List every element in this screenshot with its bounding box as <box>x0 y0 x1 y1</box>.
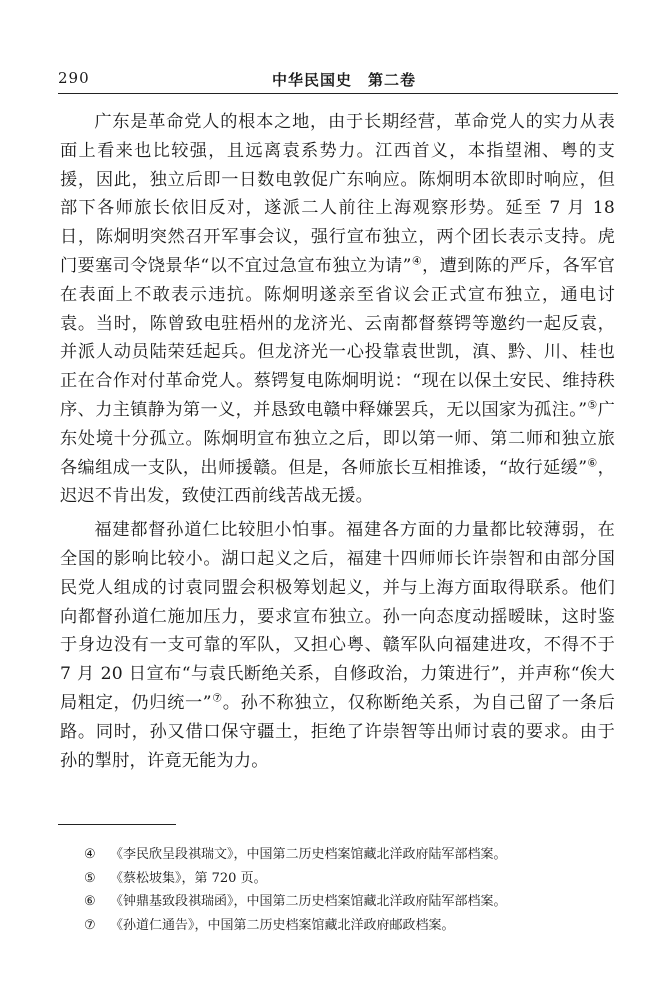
footnote-text: 《孙道仁通告》，中国第二历史档案馆藏北洋政府邮政档案。 <box>110 917 455 933</box>
page-header <box>58 69 618 93</box>
footnote-ref[interactable]: ⑤ <box>587 398 598 412</box>
body-text <box>60 108 615 775</box>
paragraph-guangdong <box>60 108 615 511</box>
page-number: 290 <box>58 69 90 87</box>
footnote-mark: ④ <box>84 847 96 862</box>
footnote-ref[interactable]: ⑦ <box>211 691 223 705</box>
footnote-text: 《蔡松坡集》，第 720 页。 <box>110 870 267 886</box>
text-run: 。孙不称独立，仅称断绝关系，为自己留了一条后路。同时，孙又借口保守疆土，拒绝了许崇智等出师讨袁的要求。由于孙的掣肘，许竟无能为力。 <box>60 692 616 771</box>
footnote-rule <box>58 824 176 825</box>
header-rule <box>58 93 618 94</box>
footnote-item <box>84 890 614 914</box>
footnote-text: 《李民欣呈段祺瑞文》，中国第二历史档案馆藏北洋政府陆军部档案。 <box>110 847 507 862</box>
footnote-text: 《钟鼎基致段祺瑞函》，中国第二历史档案馆藏北洋政府陆军部档案。 <box>110 894 507 909</box>
text-run: ，迟迟不肯出发，致使江西前线苦战无援。 <box>60 457 616 507</box>
text-run: 广东是革命党人的根本之地，由于长期经营，革命党人的实力从表面上看来也比较强，且远离袁系势力。江西首义，本指望湘、粤的支援，因此，独立后即一日数电敦促广东响应。陈炯明本欲即时响应，但部下各师旅长依旧反对，遂派二人前往上海观察形势。延至 7 月 18 日，陈炯明突然召开军事会议，强行宣布独立，两个团长表示支持。虎门要塞司令饶景华“以不宜过急宣布独立为请” <box>60 112 615 276</box>
footnote-item <box>84 867 614 891</box>
running-head: 中华民国史 第二卷 <box>272 71 417 89</box>
footnote-mark: ⑦ <box>84 917 96 933</box>
footnotes <box>84 843 614 937</box>
text-run: 福建都督孙道仁比较胆小怕事。福建各方面的力量都比较薄弱，在全国的影响比较小。湖口起义之后，福建十四师师长许崇智和由部分国民党人组成的讨袁同盟会积极筹划起义，并与上海方面取得联系。他们向都督孙道仁施加压力，要求宣布独立。孙一向态度动摇暧昧，这时鉴于身边没有一支可靠的军队，又担心粤、赣军队向福建进攻，不得不于 7 月 20 日宣布“与袁氏断绝关系，自修政治，力策进行”，并声称“俟大局粗定，仍归统一” <box>60 520 615 713</box>
text-run: 广东处境十分孤立。陈炯明宣布独立之后，即以第一师、第二师和独立旅各编组成一支队，出师援赣。但是，各师旅长互相推诿，“故行延缓” <box>60 399 616 478</box>
footnote-item <box>84 914 614 938</box>
footnote-ref[interactable]: ⑥ <box>587 455 598 469</box>
text-run: ，遭到陈的严斥，各军官在表面上不敢表示违抗。陈炯明遂亲至省议会正式宣布独立，通电讨袁。当时，陈曾致电驻梧州的龙济光、云南都督蔡锷等邀约一起反袁，并派人动员陆荣廷起兵。但龙济光一心投靠袁世凯，滇、黔、川、桂也正在合作对付革命党人。蔡锷复电陈炯明说：“现在以保土安民、维持秩序、力主镇静为第一义，并恳致电赣中释嫌罢兵，无以国家为孤注。” <box>60 255 616 420</box>
footnote-ref[interactable]: ④ <box>411 254 423 268</box>
footnote-mark: ⑤ <box>84 870 96 886</box>
paragraph-fujian <box>60 516 615 775</box>
footnote-mark: ⑥ <box>84 894 96 909</box>
footnote-item <box>84 843 614 867</box>
